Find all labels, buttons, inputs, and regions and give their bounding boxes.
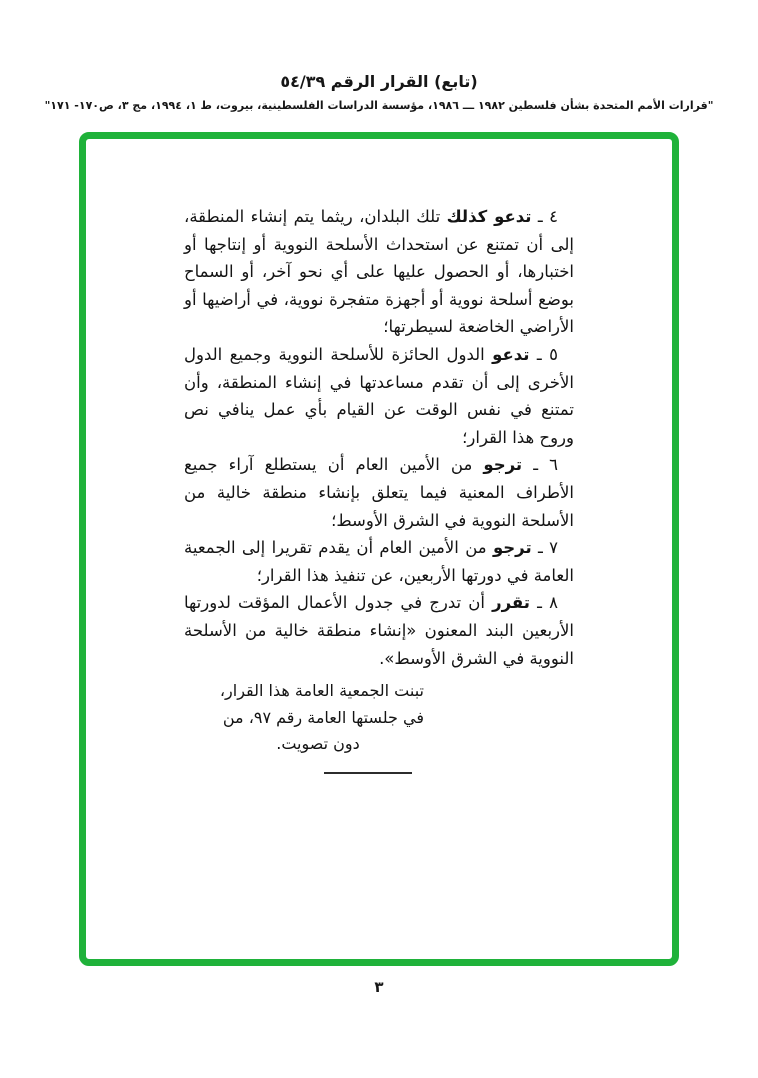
paragraph-dash: ـ bbox=[537, 538, 543, 558]
resolution-paragraph-4 bbox=[184, 203, 574, 341]
page-header bbox=[0, 0, 758, 112]
paragraph-lead: تدعو كذلك bbox=[446, 207, 532, 226]
paragraph-number: ٧ bbox=[549, 538, 559, 558]
paragraph-dash: ـ bbox=[537, 593, 542, 613]
paragraph-lead: تقرر bbox=[492, 593, 530, 613]
resolution-text-block bbox=[184, 203, 574, 774]
adoption-note-line: دون تصويت. bbox=[276, 734, 360, 754]
page-title: (تابع) القرار الرقم ٥٤/٣٩ bbox=[280, 72, 478, 91]
paragraph-body: الدول الحائزة للأسلحة النووية وجميع الدول الأخرى إلى أن تقدم مساعدتها في إنشاء المنطقة، وأن تمتنع في نفس الوقت عن القيام بأي عمل ينافي نص وروح هذا القرار؛ bbox=[184, 344, 574, 447]
resolution-paragraph-7 bbox=[184, 534, 574, 589]
paragraph-lead: تدعو bbox=[492, 344, 530, 364]
resolution-paragraph-8 bbox=[184, 589, 574, 672]
resolution-paragraph-5 bbox=[184, 341, 574, 451]
paragraph-number: ٤ bbox=[549, 207, 558, 226]
adoption-note-line: تبنت الجمعية العامة هذا القرار، bbox=[219, 681, 424, 701]
paragraph-lead: ترجو bbox=[492, 538, 532, 558]
source-citation-line: "قرارات الأمم المتحدة بشأن فلسطين ١٩٨٢ ـــ ١٩٨٦، مؤسسة الدراسات الفلسطينية، بيروت، ط ١، ١٩٩٤، مج ٣، ص١٧٠- ١٧١" bbox=[44, 99, 714, 112]
paragraph-lead: ترجو bbox=[483, 455, 523, 475]
paragraph-dash: ـ bbox=[533, 455, 539, 475]
page-number: ٣ bbox=[374, 978, 384, 996]
paragraph-body: من الأمين العام أن يستطلع آراء جميع الأطراف المعنية فيما يتعلق بإنشاء منطقة خالية من الأسلحة النووية في الشرق الأوسط؛ bbox=[184, 455, 574, 530]
end-divider bbox=[324, 772, 412, 774]
paragraph-body: أن تدرج في جدول الأعمال المؤقت لدورتها الأربعين البند المعنون «إنشاء منطقة خالية من الأسلحة النووية في الشرق الأوسط». bbox=[184, 593, 574, 668]
paragraph-body: تلك البلدان، ريثما يتم إنشاء المنطقة، إلى أن تمتنع عن استحداث الأسلحة النووية أو إنتاجها أو اختبارها، أو الحصول عليها على أي نحو آخر، أو السماح بوضع أسلحة نووية أو أجهزة متفجرة نووية، في أراضيها أو الأراضي الخاضعة لسيطرتها؛ bbox=[184, 207, 574, 337]
paragraph-dash: ـ bbox=[537, 207, 543, 226]
green-border-box bbox=[79, 132, 679, 966]
paragraph-dash: ـ bbox=[536, 344, 542, 364]
paragraph-number: ٥ bbox=[549, 344, 559, 364]
adoption-note bbox=[212, 678, 424, 758]
adoption-note-line: في جلستها العامة رقم ٩٧، من bbox=[222, 707, 424, 727]
resolution-paragraph-6 bbox=[184, 451, 574, 534]
paragraph-body: من الأمين العام أن يقدم تقريرا إلى الجمعية العامة في دورتها الأربعين، عن تنفيذ هذا القرار؛ bbox=[184, 538, 574, 585]
paragraph-number: ٨ bbox=[549, 593, 558, 613]
paragraph-number: ٦ bbox=[549, 455, 558, 475]
